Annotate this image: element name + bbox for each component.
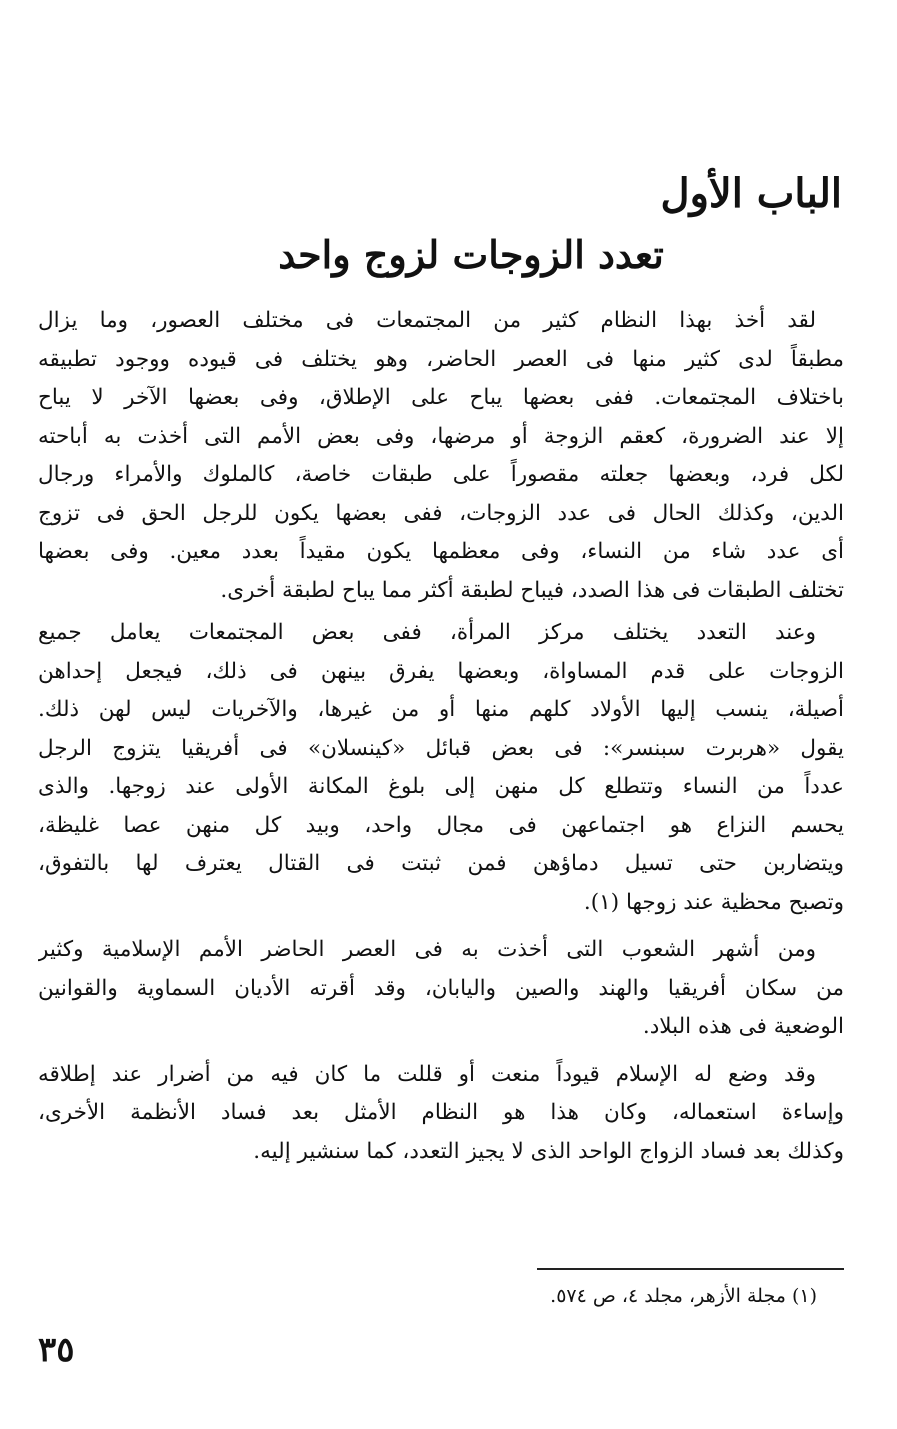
text-line: باختلاف المجتمعات. ففى بعضها يباح على الإطلاق، وفى بعضها الآخر لا يباح <box>38 385 844 410</box>
text-line: ومن أشهر الشعوب التى أخذت به فى العصر الحاضر الأمم الإسلامية وكثير <box>38 937 816 962</box>
text-line: أصيلة، ينسب إليها الأولاد كلهم منها أو من غيرها، والآخريات ليس لهن ذلك. <box>38 697 844 722</box>
paragraph-3 <box>38 931 844 1047</box>
text-line: وتصبح محظية عند زوجها (١). <box>583 889 844 915</box>
text-line: يقول «هربرت سبنسر»: فى بعض قبائل «كينسلان» فى أفريقيا يتزوج الرجل <box>38 735 844 761</box>
text-line: مطبقاً لدى كثير منها فى العصر الحاضر، وهو يختلف فى قيوده ووجود تطبيقه <box>38 346 844 372</box>
footnote: (١) مجلة الأزهر، مجلد ٤، ص ٥٧٤. <box>550 1285 817 1307</box>
text-line: ويتضاربن حتى تسيل دماؤهن فمن ثبتت فى القتال يعترف لها بالتفوق، <box>38 851 844 876</box>
text-line: يحسم النزاع هو اجتماعهن فى مجال واحد، وبيد كل منهن عصا غليظة، <box>38 812 844 838</box>
paragraph-4 <box>38 1056 844 1172</box>
text-line: تختلف الطبقات فى هذا الصدد، فيباح لطبقة أكثر مما يباح لطبقة أخرى. <box>220 577 844 603</box>
text-line: الوضعية فى هذه البلاد. <box>642 1014 844 1039</box>
text-line: وقد وضع له الإسلام قيوداً منعت أو قللت ما كان فيه من أضرار عند إطلاقه <box>38 1061 816 1087</box>
text-line: وعند التعدد يختلف مركز المرأة، ففى بعض المجتمعات يعامل جميع <box>38 620 816 645</box>
text-line: وإساءة استعماله، وكان هذا هو النظام الأمثل بعد فساد الأنظمة الأخرى، <box>38 1100 844 1125</box>
text-line: أى عدد شاء من النساء، وفى معظمها يكون مقيداً بعدد معين. وفى بعضها <box>38 539 844 564</box>
text-line: لقد أخذ بهذا النظام كثير من المجتمعات فى مختلف العصور، وما يزال <box>38 308 816 333</box>
text-line: لكل فرد، وبعضها جعلته مقصوراً على طبقات خاصة، كالملوك والأمراء ورجال <box>38 462 844 487</box>
text-line: الزوجات على قدم المساواة، وبعضها يفرق بينهن فى ذلك، فيجعل إحداهن <box>38 658 844 684</box>
text-line: من سكان أفريقيا والهند والصين واليابان، وقد أقرته الأديان السماوية والقوانين <box>38 975 844 1001</box>
paragraph-2 <box>38 614 844 922</box>
paragraph-1 <box>38 302 844 610</box>
page-number: ٣٥ <box>38 1330 75 1370</box>
text-line: عدداً من النساء وتتطلع كل منهن إلى بلوغ المكانة الأولى عند زوجها. والذى <box>38 774 844 799</box>
section-title: تعدد الزوجات لزوج واحد <box>278 232 664 277</box>
text-line: إلا عند الضرورة، كعقم الزوجة أو مرضها، وفى بعض الأمم التى أخذت به أباحته <box>38 423 844 449</box>
body-text <box>38 302 844 1171</box>
chapter-heading: الباب الأول <box>660 170 842 217</box>
text-line: وكذلك بعد فساد الزواج الواحد الذى لا يجيز التعدد، كما سنشير إليه. <box>253 1138 844 1164</box>
text-line: الدين، وكذلك الحال فى عدد الزوجات، ففى بعضها يكون للرجل الحق فى تزوج <box>38 500 844 526</box>
footnote-divider <box>537 1268 844 1270</box>
